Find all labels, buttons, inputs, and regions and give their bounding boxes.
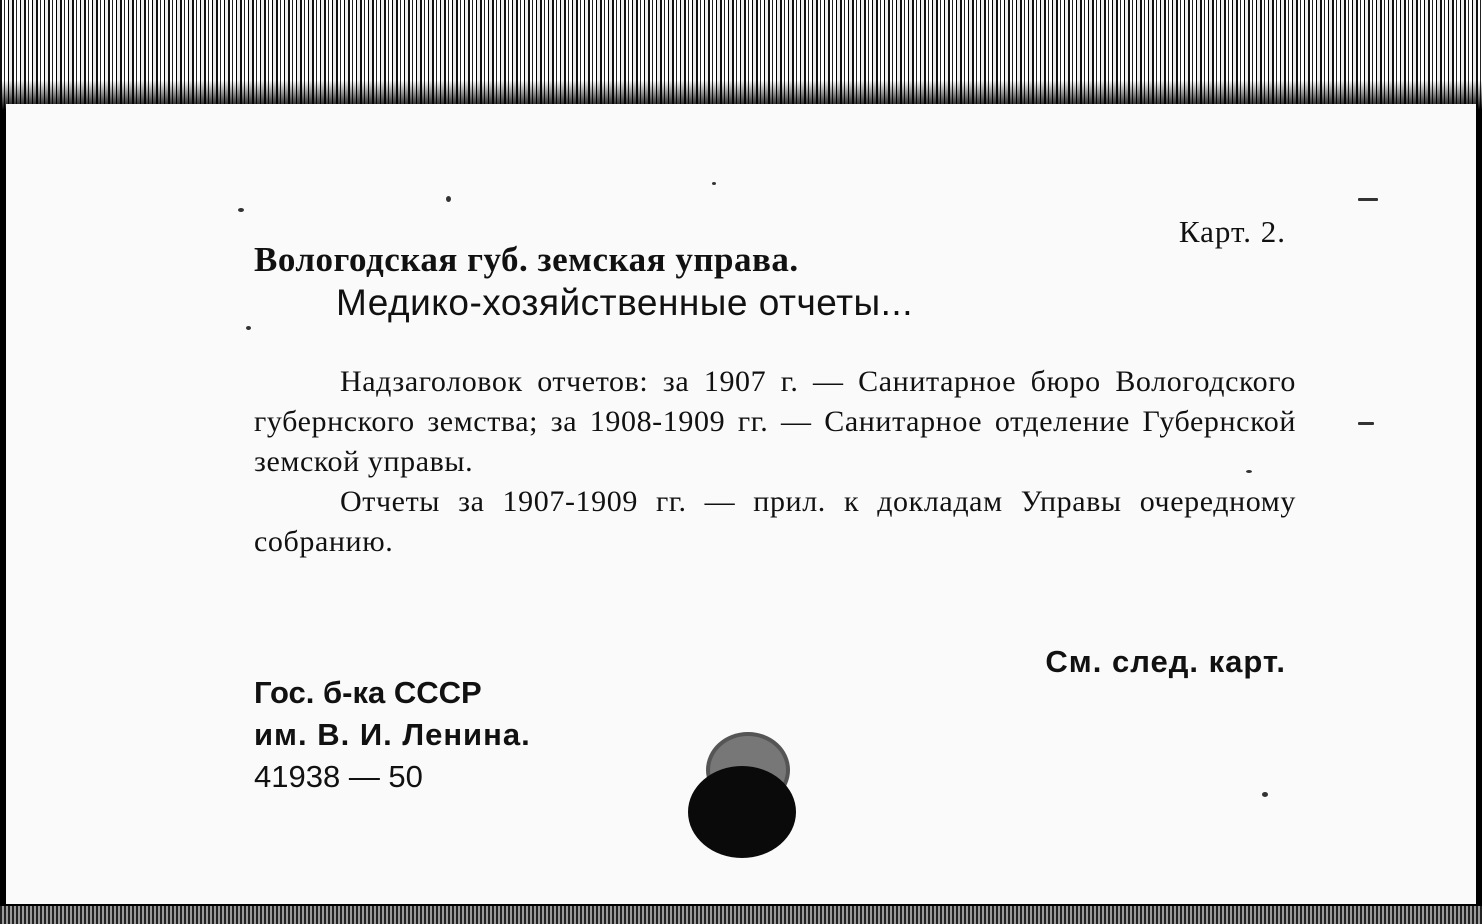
heading: Вологодская губ. земская управа. (254, 240, 799, 279)
stamp-line-3: 41938 — 50 (254, 759, 423, 794)
card-number: Карт. 2. (1178, 214, 1286, 249)
subheading: Медико-хозяйственные отчеты... (336, 282, 913, 323)
description (254, 362, 1296, 562)
stamp-line-2: им. В. И. Ленина. (254, 717, 531, 752)
scan-border-top (0, 0, 1482, 110)
paragraph-1: Надзаголовок отчетов: за 1907 г. — Санитарное бюро Вологодского губернского земства; за 1908-1909 гг. — Санитарное отделение Губернской земской управы. (254, 365, 1296, 478)
speck (1358, 198, 1378, 201)
speck (1262, 792, 1268, 797)
punch-hole (686, 728, 804, 858)
scan-border-bottom (0, 906, 1482, 924)
speck (712, 182, 716, 185)
catalog-card (6, 104, 1476, 904)
speck (446, 196, 451, 202)
stamp-line-1: Гос. б-ка СССР (254, 675, 482, 710)
paragraph-2: Отчеты за 1907-1909 гг. — прил. к докладам Управы очередному собранию. (254, 485, 1296, 558)
speck (246, 326, 251, 330)
speck (1358, 422, 1374, 425)
library-stamp (254, 672, 531, 798)
see-next-card: См. след. карт. (1045, 644, 1286, 679)
speck (238, 208, 244, 212)
